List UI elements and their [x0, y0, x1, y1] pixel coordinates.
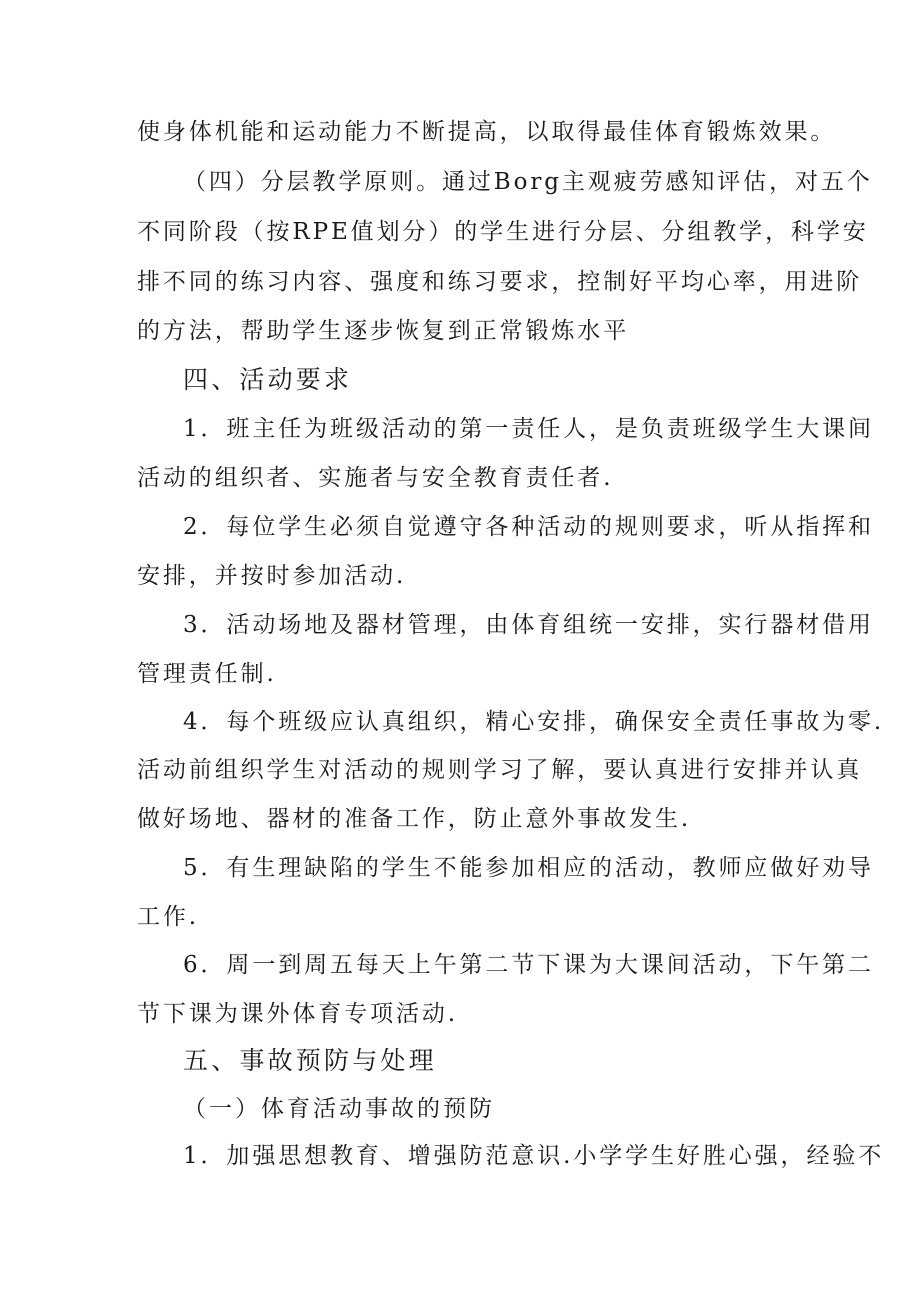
paragraph-line: 不同阶段（按RPE值划分）的学生进行分层、分组教学，科学安: [137, 219, 869, 245]
section-heading: 四、活动要求: [183, 365, 353, 394]
paragraph-line: 4．每个班级应认真组织，精心安排，确保安全责任事故为零.: [183, 709, 885, 735]
paragraph-line: 管理责任制.: [137, 661, 277, 687]
paragraph-line: 活动前组织学生对活动的规则学习了解，要认真进行安排并认真: [137, 757, 863, 783]
paragraph-line: 工作.: [137, 904, 200, 930]
paragraph-line: 做好场地、器材的准备工作，防止意外事故发生.: [137, 806, 692, 832]
paragraph-line: 1．班主任为班级活动的第一责任人，是负责班级学生大课间: [183, 416, 874, 442]
paragraph-line: 节下课为课外体育专项活动.: [137, 1001, 459, 1027]
paragraph-line: 活动的组织者、实施者与安全教育责任者.: [137, 465, 614, 491]
paragraph-line: 6．周一到周五每天上午第二节下课为大课间活动，下午第二: [183, 952, 874, 978]
subsection-heading: （一）体育活动事故的预防: [183, 1096, 495, 1122]
paragraph-line: 的方法，帮助学生逐步恢复到正常锻炼水平: [137, 318, 630, 344]
paragraph-line: 安排，并按时参加活动.: [137, 563, 407, 589]
paragraph-line: 2．每位学生必须自觉遵守各种活动的规则要求，听从指挥和: [183, 514, 874, 540]
paragraph-line: 1．加强思想教育、增强防范意识.小学学生好胜心强，经验不: [183, 1143, 885, 1169]
paragraph-line: 排不同的练习内容、强度和练习要求，控制好平均心率，用进阶: [137, 269, 863, 295]
paragraph-line: （四）分层教学原则。通过Borg主观疲劳感知评估，对五个: [183, 169, 873, 195]
paragraph-line: 3．活动场地及器材管理，由体育组统一安排，实行器材借用: [183, 612, 874, 638]
paragraph-line: 5．有生理缺陷的学生不能参加相应的活动，教师应做好劝导: [183, 855, 874, 881]
paragraph-line: 使身体机能和运动能力不断提高，以取得最佳体育锻炼效果。: [137, 119, 837, 145]
section-heading: 五、事故预防与处理: [183, 1046, 437, 1075]
